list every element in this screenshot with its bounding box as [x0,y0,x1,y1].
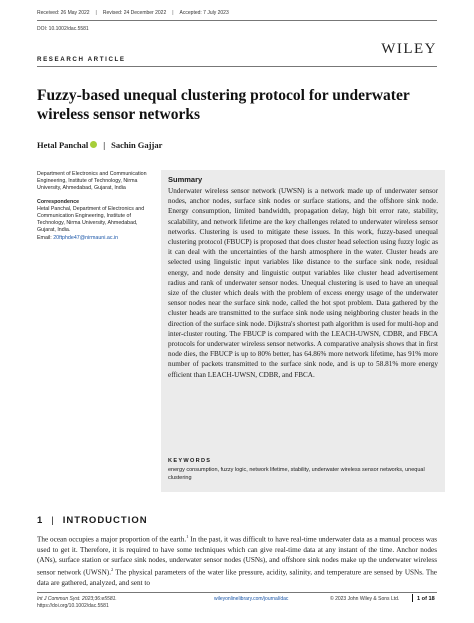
email-link[interactable]: 20ftphde47@nirmauni.ac.in [53,234,119,241]
affiliation-text: Department of Electronics and Communication Engineering, Institute of Technology, Nirma University, Ahmedabad, Gujarat, India [37,171,147,192]
article-type: RESEARCH ARTICLE [37,56,126,63]
footer-rule [37,592,437,593]
correspondence-text: Hetal Panchal, Department of Electronics and Communication Engineering, Institute of Technology, Nirma University, Ahmedabad, Gujarat, India. [37,205,145,234]
article-title: Fuzzy-based unequal clustering protocol for underwater wireless sensor networks [37,87,410,123]
page-number: 1 of 18 [417,596,435,602]
revised-date: Revised: 24 December 2022 [102,10,167,16]
summary-heading: Summary [168,175,203,184]
journal-citation: Int J Commun Syst. 2023;36:e5581. [37,596,117,602]
section-title: INTRODUCTION [62,515,148,526]
citation-ref[interactable]: 2 [111,567,114,572]
publication-dates [37,10,437,16]
article-doi: DOI: 10.1002/dac.5581 [37,26,89,32]
doi-link[interactable]: https://doi.org/10.1002/dac.5581 [37,602,109,609]
page-indicator-bar [412,594,413,602]
received-date: Received: 26 May 2022 [37,10,90,16]
keywords-text: energy consumption, fuzzy logic, network lifetime, stability, underwater wireless sensor networks, unequal clustering [168,467,425,481]
affiliation-block [37,171,155,242]
section-heading [37,515,148,526]
orcid-icon[interactable] [90,141,97,148]
date-separator: | [172,10,174,16]
email-label: Email: [37,234,52,241]
intro-text: The physical parameters of the water like pressure, acidity, salinity, and temperature are sensed by USNs. The data are gathered, analyzed, and sent to [37,568,437,587]
summary-text: Underwater wireless sensor network (UWSN) is a network made up of underwater sensor nodes, anchor nodes, surface sink nodes or surface stations, and the offshore sink node. Energy consumption, limited bandwidth, propagation delay, high bit error rate, stability, scalability, and network lifetime are the key challenges related to underwater wireless sensor networks. Clustering is used to mitigate these issues. In this work, fuzzy-based unequal clustering protocol (FBUCP) is proposed that does cluster head selection using fuzzy logic as it can deal with the uncertainties of the harsh atmosphere in the water. Cluster heads are selected using linguistic input variables like distance to the surface sink node, residual energy, and node density and linguistic output variables like cluster head advertisement radius and rank of underwater sensor nodes. Unequal clustering is used to have an unequal size of the cluster which deals with the problem of excess energy usage of the underwater sensor nodes near the surface sink node, called the hot spot problem. Data gathered by the cluster heads are transmitted to the surface sink node using neighboring cluster heads in the direction of the surface sink node. Dijkstra's shortest path algorithm is used for multi-hop and inter-cluster routing. The FBUCP is compared with the LEACH-UWSN, CDBR, and FBCA protocols for underwater wireless sensor networks. A comparative analysis shows that in first node dies, the FBUCP is up to 80% better, has 64.86% more network lifetime, has 91% more number of packets transmitted to the surface sink node, and is up to 58.81% more energy efficient than LEACH-UWSN, CDBR, and FBCA. [168,187,438,379]
copyright-notice: © 2023 John Wiley & Sons Ltd. [330,596,400,602]
intro-paragraph [37,532,437,588]
author-name[interactable]: Sachin Gajjar [111,140,163,150]
journal-site-link[interactable]: wileyonlinelibrary.com/journal/dac [214,596,289,602]
author-line [37,140,162,150]
citation-ref[interactable]: 1 [186,534,189,539]
author-separator: | [103,140,106,150]
publisher-logo: WILEY [381,41,437,57]
intro-text: In the past, it was difficult to have real-time underwater data as a manual process was used to get it. Therefore, it is required to have some techniques which can give real-time data at any instant of the time. Anchor nodes (ANs), surface station or surface sink nodes, underwater sensor nodes (USNs), and offshore sink nodes make up the underwater wireless sensor network (UWSN). [37,535,437,577]
author-name[interactable]: Hetal Panchal [37,140,89,150]
footer-citation [37,596,117,610]
article-type-rule [37,66,437,67]
section-separator: | [51,515,55,526]
correspondence-heading: Correspondence [37,198,80,205]
keywords-heading: KEYWORDS [168,458,212,464]
accepted-date: Accepted: 7 July 2023 [179,10,229,16]
page-indicator [412,594,435,602]
date-separator: | [95,10,97,16]
header-rule [37,20,437,21]
section-number: 1 [37,515,44,526]
intro-text: The ocean occupies a major proportion of the earth. [37,535,187,544]
